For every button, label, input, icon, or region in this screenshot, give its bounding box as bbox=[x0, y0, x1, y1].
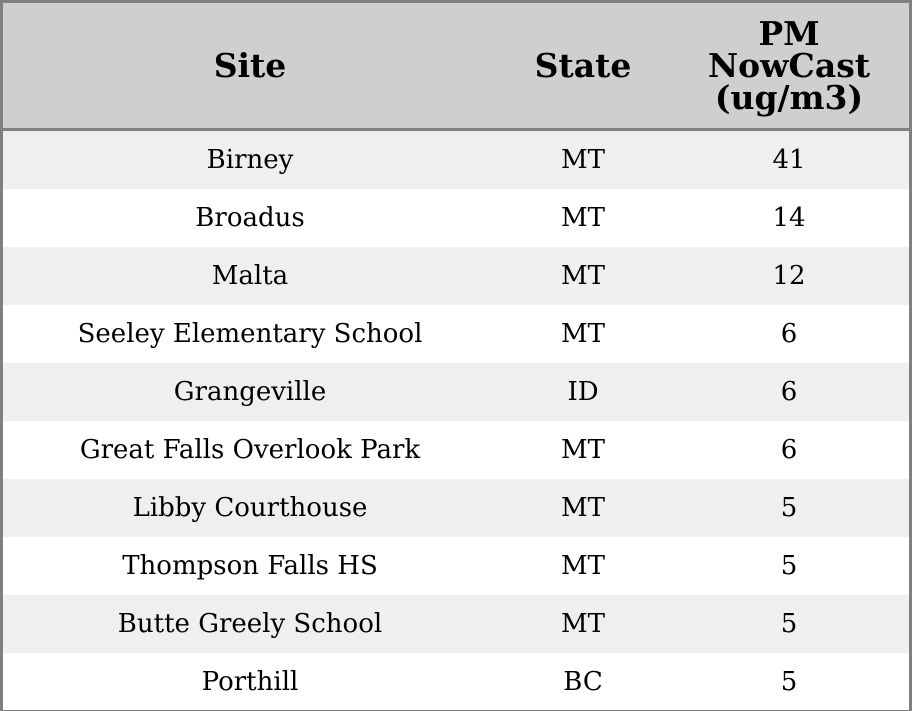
table-row bbox=[3, 305, 909, 363]
table-body bbox=[3, 130, 909, 711]
header-pm-line-2: NowCast bbox=[707, 45, 871, 85]
cell-site: Seeley Elementary School bbox=[3, 305, 497, 363]
header-state bbox=[497, 3, 669, 130]
header-site bbox=[3, 3, 497, 130]
cell-pm: 6 bbox=[669, 363, 909, 421]
table-row bbox=[3, 247, 909, 305]
header-pm-nowcast bbox=[669, 3, 909, 130]
cell-pm: 5 bbox=[669, 595, 909, 653]
cell-state: MT bbox=[497, 130, 669, 190]
cell-state: MT bbox=[497, 421, 669, 479]
cell-site: Grangeville bbox=[3, 363, 497, 421]
table-row bbox=[3, 595, 909, 653]
header-pm-line-3: (ug/m3) bbox=[714, 77, 864, 117]
header-state-text: State bbox=[534, 45, 632, 85]
cell-pm: 14 bbox=[669, 189, 909, 247]
table-row bbox=[3, 189, 909, 247]
cell-pm: 12 bbox=[669, 247, 909, 305]
cell-site: Malta bbox=[3, 247, 497, 305]
header-pm-line-1: PM bbox=[758, 13, 820, 53]
table-row bbox=[3, 363, 909, 421]
pm-nowcast-table bbox=[3, 3, 909, 710]
cell-pm: 41 bbox=[669, 130, 909, 190]
cell-state: MT bbox=[497, 247, 669, 305]
table-row bbox=[3, 653, 909, 710]
cell-site: Libby Courthouse bbox=[3, 479, 497, 537]
cell-state: MT bbox=[497, 305, 669, 363]
cell-pm: 5 bbox=[669, 653, 909, 710]
table-row bbox=[3, 537, 909, 595]
cell-state: ID bbox=[497, 363, 669, 421]
cell-site: Birney bbox=[3, 130, 497, 190]
cell-state: MT bbox=[497, 537, 669, 595]
cell-state: MT bbox=[497, 189, 669, 247]
table-row bbox=[3, 421, 909, 479]
cell-pm: 5 bbox=[669, 479, 909, 537]
header-site-text: Site bbox=[213, 45, 287, 85]
header-row bbox=[3, 3, 909, 130]
cell-pm: 6 bbox=[669, 305, 909, 363]
cell-state: BC bbox=[497, 653, 669, 710]
table-row bbox=[3, 479, 909, 537]
cell-state: MT bbox=[497, 479, 669, 537]
cell-pm: 5 bbox=[669, 537, 909, 595]
cell-site: Porthill bbox=[3, 653, 497, 710]
cell-site: Broadus bbox=[3, 189, 497, 247]
cell-site: Great Falls Overlook Park bbox=[3, 421, 497, 479]
cell-pm: 6 bbox=[669, 421, 909, 479]
table-row bbox=[3, 130, 909, 190]
cell-site: Butte Greely School bbox=[3, 595, 497, 653]
cell-site: Thompson Falls HS bbox=[3, 537, 497, 595]
cell-state: MT bbox=[497, 595, 669, 653]
